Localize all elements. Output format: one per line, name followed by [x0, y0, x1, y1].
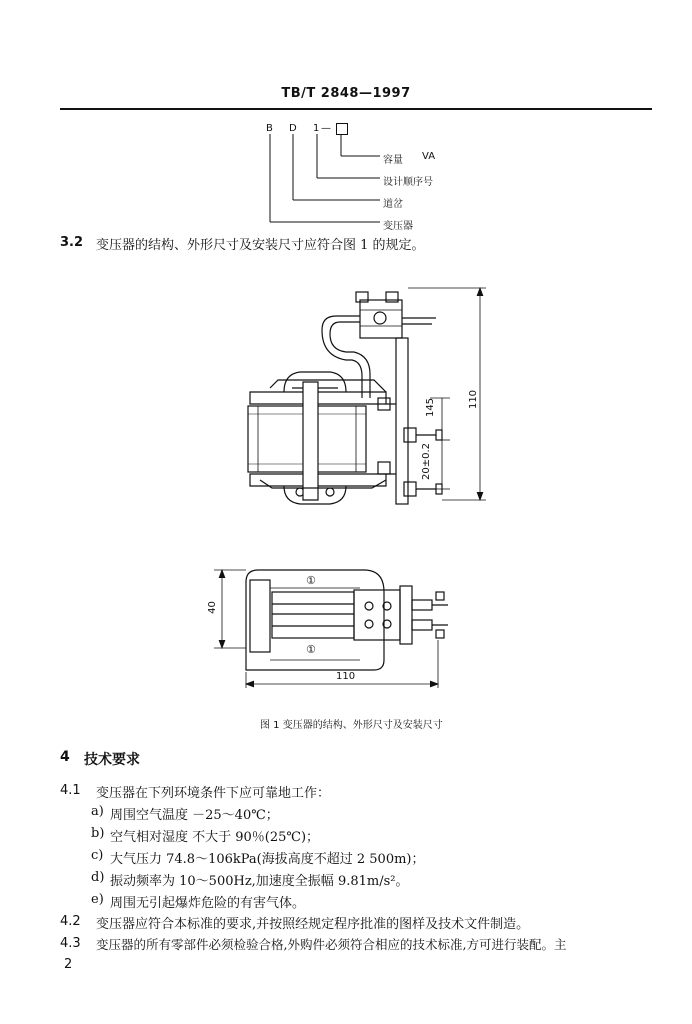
section-4-2-number: 4.2: [60, 914, 81, 929]
label-turnout: 道岔: [383, 199, 403, 210]
side-view: [248, 292, 442, 504]
code-letter-d: D: [289, 123, 297, 134]
page-number: 2: [64, 957, 73, 972]
section-4-3-text: 变压器的所有零部件必须检验合格,外购件必须符合相应的技术标准,方可进行装配。主: [96, 937, 567, 952]
section-3-2-text: 变压器的结构、外形尺寸及安装尺寸应符合图 1 的规定。: [96, 238, 425, 253]
label-capacity: 容量: [383, 155, 403, 166]
list-item-a-text: 周围空气温度 －25～40℃；: [110, 808, 279, 823]
list-item-b-label: b): [91, 826, 105, 841]
section-4-1-number: 4.1: [60, 783, 81, 798]
dim-145: 145: [425, 397, 437, 418]
code-dash: —: [321, 123, 331, 134]
label-transformer: 变压器: [383, 221, 413, 232]
code-digit-1: 1: [313, 123, 320, 134]
list-item-e-text: 周围无引起爆炸危险的有害气体。: [110, 896, 306, 911]
dim-110-bottom: 110: [336, 671, 356, 682]
section-4-2-text: 变压器应符合本标准的要求,并按照经规定程序批准的图样及技术文件制造。: [96, 917, 530, 932]
section-4-number: 4: [60, 749, 70, 765]
section-4-1-text: 变压器在下列环境条件下应可靠地工作：: [96, 786, 331, 801]
dim-20: 20±0.2: [421, 442, 433, 481]
designation-leaders: [270, 134, 380, 222]
dim-40: 40: [206, 601, 218, 614]
dim-110-side: 110: [468, 389, 480, 410]
section-3-2-number: 3.2: [60, 235, 84, 250]
list-item-c-label: c): [91, 848, 104, 863]
list-item-a-label: a): [91, 804, 104, 819]
list-item-b-text: 空气相对湿度 不大于 90％(25℃)；: [110, 830, 320, 845]
figure-caption: 图 1 变压器的结构、外形尺寸及安装尺寸: [260, 720, 443, 731]
list-item-d-text: 振动频率为 10～500Hz,加速度全振幅 9.81m/s²。: [110, 874, 409, 889]
list-item-c-text: 大气压力 74.8～106kPa(海拔高度不超过 2 500m)；: [110, 852, 425, 867]
label-design-sequence: 设计顺序号: [383, 177, 433, 188]
document-header: TB/T 2848—1997: [281, 86, 411, 101]
list-item-e-label: e): [91, 892, 104, 907]
section-4-3-number: 4.3: [60, 936, 81, 951]
top-view: [246, 570, 448, 670]
list-item-d-label: d): [91, 870, 105, 885]
part-marker-lower: ①: [306, 643, 316, 656]
code-letter-b: B: [266, 123, 273, 134]
label-capacity-unit: VA: [422, 151, 436, 162]
section-4-title: 技术要求: [84, 752, 140, 768]
part-marker-upper: ①: [306, 574, 316, 587]
